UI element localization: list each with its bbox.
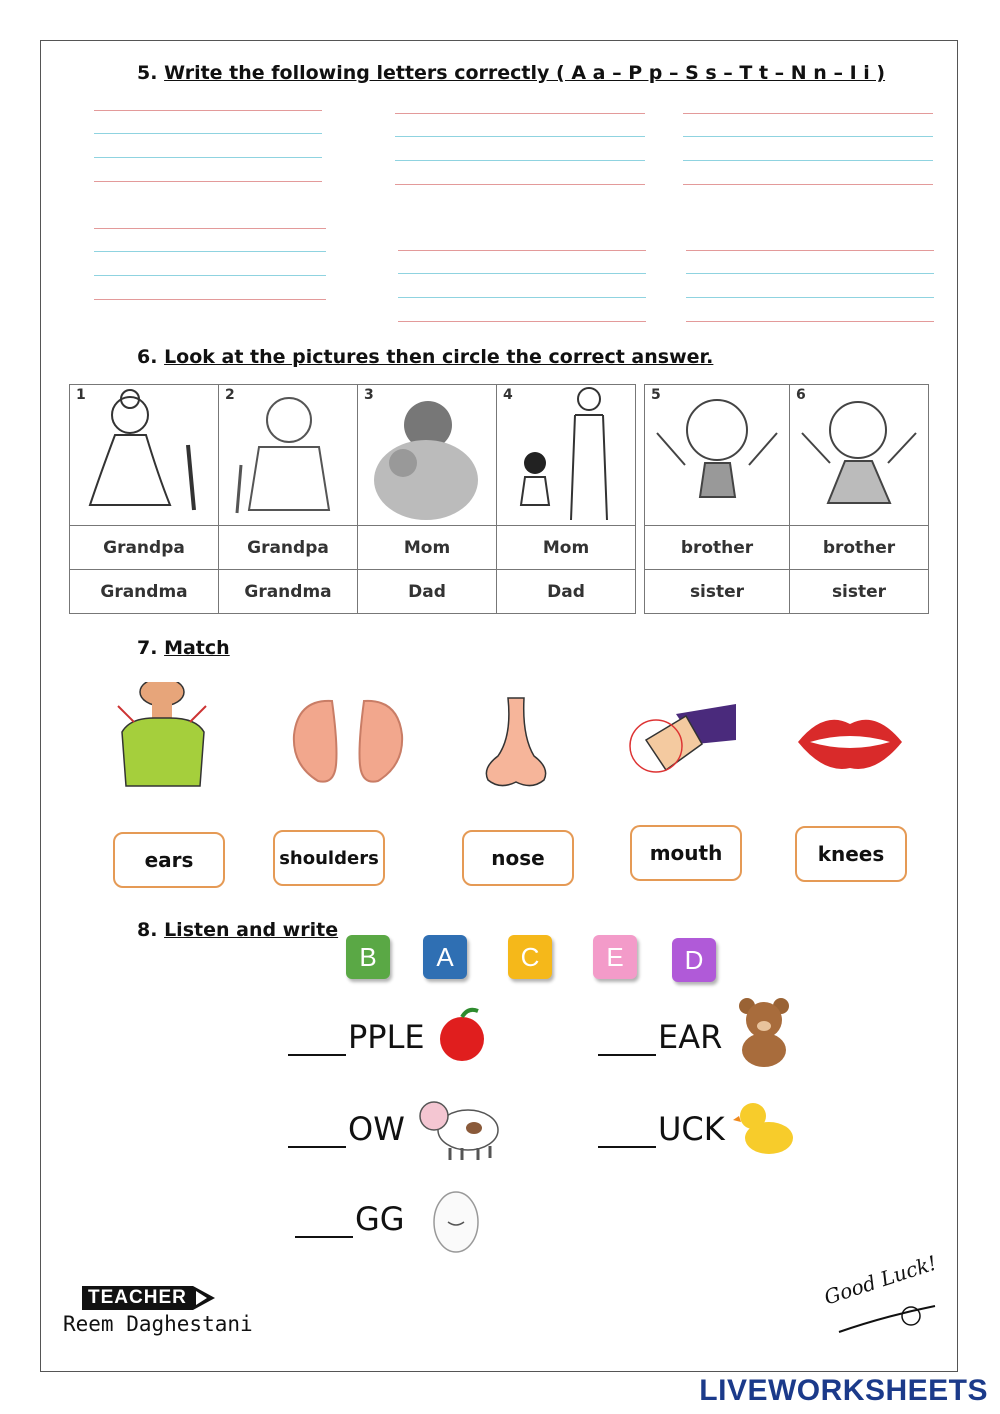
pencil-tip-icon xyxy=(193,1286,215,1310)
writing-lines[interactable] xyxy=(686,250,934,330)
teacher-name: Reem Daghestani xyxy=(63,1312,253,1336)
q5-title: 5. Write the following letters correctly ( A a – P p – S s – T t – N n – I i ) xyxy=(137,62,886,84)
liveworksheets-logo: LIVEWORKSHEETS xyxy=(699,1374,988,1407)
boy-picture: 5 xyxy=(645,385,789,525)
option-brother[interactable]: brother xyxy=(645,526,790,570)
option-dad[interactable]: Dad xyxy=(358,570,497,614)
letter-tile-a[interactable]: A xyxy=(423,935,467,979)
answer-blank[interactable] xyxy=(288,1024,346,1056)
word-bear: EAR xyxy=(598,1018,722,1056)
word-box-shoulders[interactable]: shoulders xyxy=(273,830,385,886)
letter-tile-c[interactable]: C xyxy=(508,935,552,979)
option-grandpa[interactable]: Grandpa xyxy=(70,526,219,570)
ears-picture xyxy=(288,695,408,787)
good-luck-note: Good Luck! xyxy=(821,1250,940,1310)
q8-title: 8. Listen and write xyxy=(137,919,339,941)
family-table-right xyxy=(644,384,929,614)
option-grandma[interactable]: Grandma xyxy=(219,570,358,614)
word-box-ears[interactable]: ears xyxy=(113,832,225,888)
word-box-nose[interactable]: nose xyxy=(462,830,574,886)
q7-title: 7. Match xyxy=(137,637,230,659)
teacher-badge: TEACHER xyxy=(82,1286,215,1310)
mom-picture: 3 xyxy=(358,385,496,525)
option-mom[interactable]: Mom xyxy=(497,526,636,570)
teddy-bear-icon xyxy=(733,996,795,1068)
mouth-picture xyxy=(794,712,906,774)
apple-icon xyxy=(434,1005,490,1063)
q6-title: 6. Look at the pictures then circle the correct answer. xyxy=(137,346,714,368)
word-box-knees[interactable]: knees xyxy=(795,826,907,882)
word-apple: PPLE xyxy=(288,1018,425,1056)
writing-lines[interactable] xyxy=(683,113,933,193)
writing-lines[interactable] xyxy=(94,228,326,308)
grandpa-picture: 2 xyxy=(219,385,357,525)
answer-blank[interactable] xyxy=(295,1206,353,1238)
cow-icon xyxy=(416,1090,502,1162)
option-sister[interactable]: sister xyxy=(645,570,790,614)
girl-picture: 6 xyxy=(790,385,928,525)
word-egg: GG xyxy=(295,1200,405,1238)
option-grandpa[interactable]: Grandpa xyxy=(219,526,358,570)
word-duck: UCK xyxy=(598,1110,725,1148)
option-grandma[interactable]: Grandma xyxy=(70,570,219,614)
family-table-left xyxy=(69,384,636,614)
nose-picture xyxy=(478,696,553,791)
option-brother[interactable]: brother xyxy=(790,526,929,570)
option-dad[interactable]: Dad xyxy=(497,570,636,614)
writing-lines[interactable] xyxy=(94,110,322,190)
writing-lines[interactable] xyxy=(395,113,645,193)
letter-tile-e[interactable]: E xyxy=(593,935,637,979)
egg-icon xyxy=(430,1186,482,1254)
knees-picture xyxy=(626,700,741,786)
word-box-mouth[interactable]: mouth xyxy=(630,825,742,881)
dad-picture: 4 xyxy=(497,385,635,525)
smiley-icon xyxy=(835,1296,945,1336)
duck-icon xyxy=(733,1098,795,1156)
grandma-picture: 1 xyxy=(70,385,218,525)
answer-blank[interactable] xyxy=(598,1024,656,1056)
option-sister[interactable]: sister xyxy=(790,570,929,614)
word-cow: OW xyxy=(288,1110,405,1148)
option-mom[interactable]: Mom xyxy=(358,526,497,570)
letter-tile-b[interactable]: B xyxy=(346,935,390,979)
letter-tile-d[interactable]: D xyxy=(672,938,716,982)
shoulders-picture xyxy=(110,682,220,787)
writing-lines[interactable] xyxy=(398,250,646,330)
answer-blank[interactable] xyxy=(288,1116,346,1148)
answer-blank[interactable] xyxy=(598,1116,656,1148)
